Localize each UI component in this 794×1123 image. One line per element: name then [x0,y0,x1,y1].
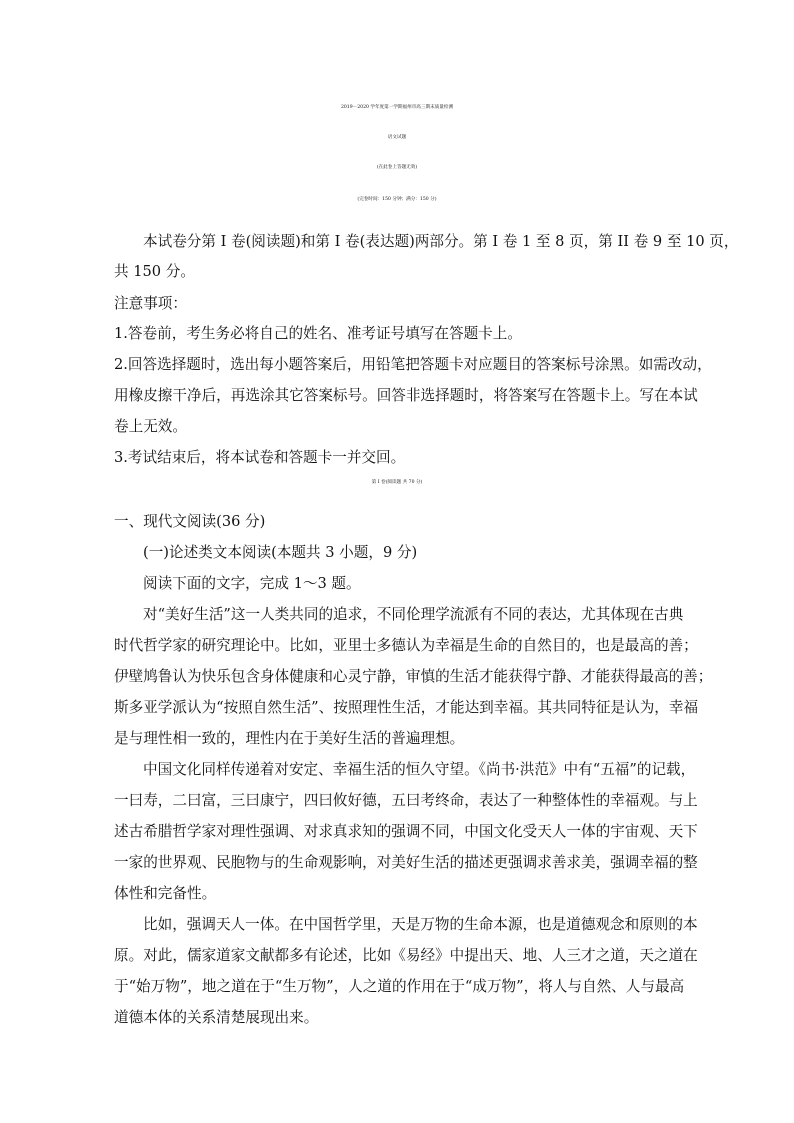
part-heading: 第 I 卷(阅读题 共 70 分) [371,480,423,485]
passage-p2-line-5: 体性和完备性。 [114,885,217,902]
answer-note: (在此卷上答题无效) [376,165,418,170]
intro-line-2: 共 150 分。 [114,263,195,280]
passage-p2-line-1: 中国文化同样传递着对安定、幸福生活的恒久守望。《尚书·洪范》中有“五福”的记载， [143,761,696,778]
intro-line-1: 本试卷分第 I 卷(阅读题)和第 I 卷(表达题)两部分。第 I 卷 1 至 8 页，第 II 卷 9 至 10 页， [143,233,739,250]
passage-p2-line-4: 一家的世界观、民胞物与的生命观影响，对美好生活的描述更强调求善求美，强调幸福的整 [114,854,698,871]
notice-item-3: 3.考试结束后，将本试卷和答题卡一并交回。 [114,449,406,466]
passage-p3-line-4: 道德本体的关系清楚展现出来。 [114,1009,319,1026]
passage-p1-line-3: 伊壁鸠鲁认为快乐包含身体健康和心灵宁静，审慎的生活才能获得宁静、才能获得最高的善； [114,668,713,685]
reading-instruction: 阅读下面的文字，完成 1～3 题。 [143,575,361,592]
notice-item-2-line-1: 2.回答选择题时，选出每小题答案后，用铅笔把答题卡对应题目的答案标号涂黑。如需改动， [114,356,712,373]
notice-item-1: 1.答卷前，考生务必将自己的姓名、准考证号填写在答题卡上。 [114,325,522,342]
passage-p2-line-2: 一曰寿，二曰富，三曰康宁，四曰攸好德，五曰考终命，表达了一种整体性的幸福观。与上 [114,792,698,809]
exam-info: (完卷时间：150 分钟；满分：150 分) [357,197,437,202]
passage-p3-line-2: 原。对此，儒家道家文献都多有论述，比如《易经》中提出天、地、人三才之道，天之道在 [114,947,698,964]
passage-p3-line-1: 比如，强调天人一体。在中国哲学里，天是万物的生命本源，也是道德观念和原则的本 [143,916,698,933]
notice-heading: 注意事项： [114,295,187,312]
passage-p2-line-3: 述古希腊哲学家对理性强调、对求真求知的强调不同，中国文化受天人一体的宇宙观、天下 [114,823,698,840]
subject-title: 语文试题 [387,135,407,140]
passage-p1-line-5: 是与理性相一致的，理性内在于美好生活的普遍理想。 [114,730,465,747]
exam-title: 2019－2020 学年度第一学期福州市高三期末质量检测 [340,105,454,110]
subsection-heading: (一)论述类文本阅读(本题共 3 小题，9 分) [143,544,418,561]
passage-p3-line-3: 于“始万物”，地之道在于“生万物”，人之道的作用在于“成万物”，将人与自然、人与最高 [114,978,685,995]
passage-p1-line-1: 对“美好生活”这一人类共同的追求，不同伦理学流派有不同的表达，尤其体现在古典 [143,606,684,623]
section-heading: 一、现代文阅读(36 分) [114,513,266,530]
notice-item-2-line-3: 卷上无效。 [114,418,187,435]
passage-p1-line-2: 时代哲学家的研究理论中。比如，亚里士多德认为幸福是生命的自然目的，也是最高的善； [114,637,698,654]
passage-p1-line-4: 斯多亚学派认为“按照自然生活”、按照理性生活，才能达到幸福。其共同特征是认为，幸福 [114,699,699,716]
notice-item-2-line-2: 用橡皮擦干净后，再选涂其它答案标号。回答非选择题时，将答案写在答题卡上。写在本试 [114,387,698,404]
